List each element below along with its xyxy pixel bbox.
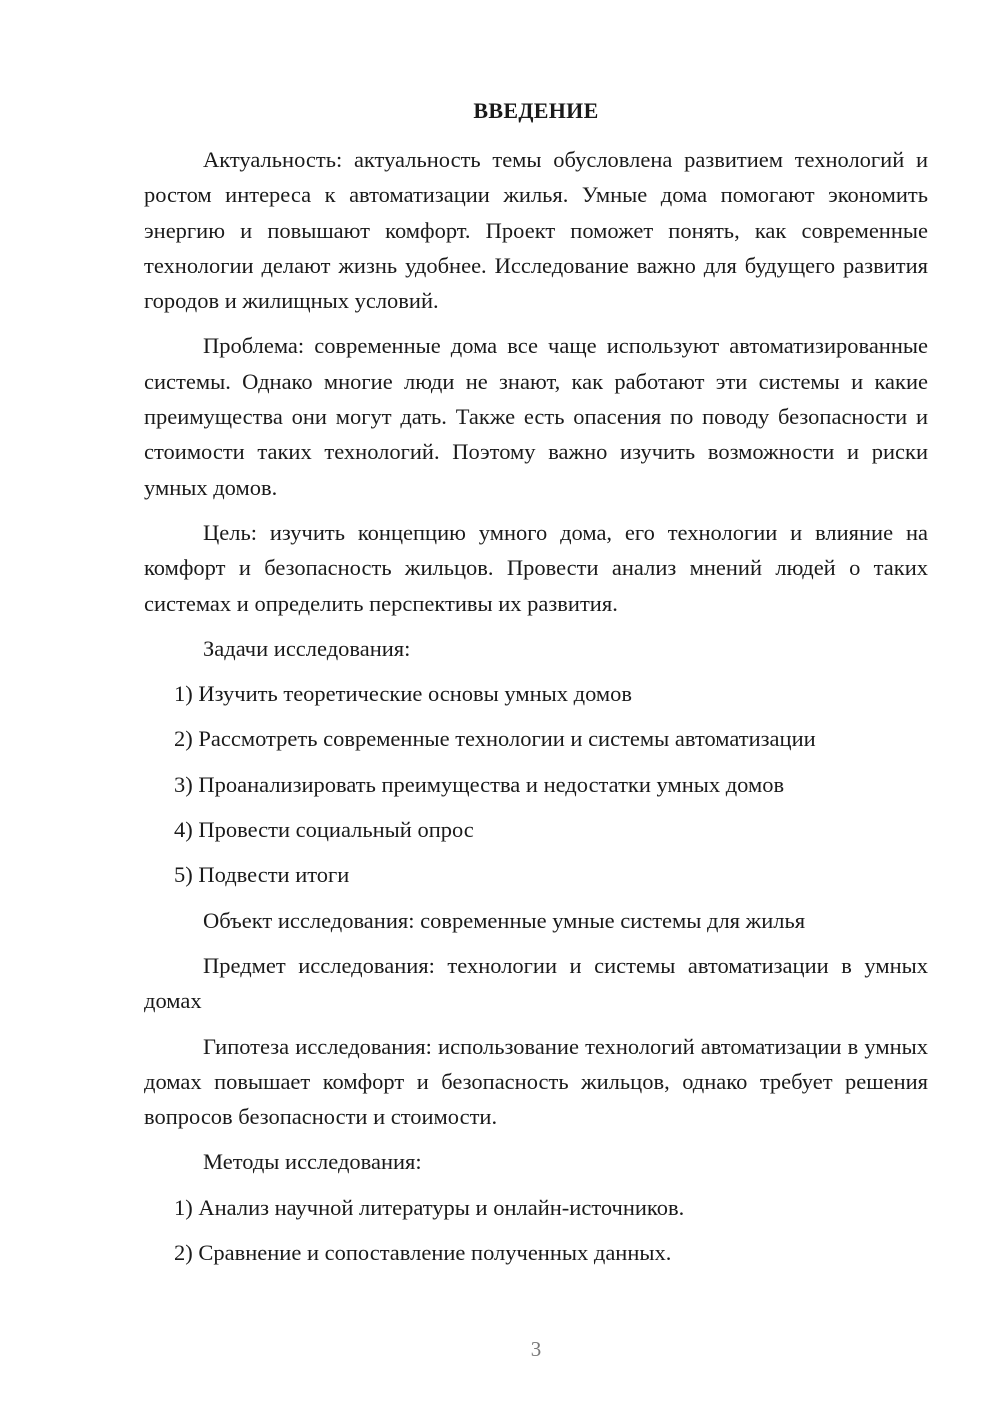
subject-paragraph: Предмет исследования: технологии и системы автоматизации в умных домах <box>144 952 928 1014</box>
page-title: ВВЕДЕНИЕ <box>473 98 599 123</box>
task-item: 1) Изучить теоретические основы умных домов <box>174 681 633 707</box>
page-number: 3 <box>530 1337 542 1361</box>
method-item: 1) Анализ научной литературы и онлайн-источников. <box>174 1194 685 1220</box>
task-item: 5) Подвести итоги <box>174 862 350 888</box>
task-item: 4) Провести социальный опрос <box>174 817 474 843</box>
problem-paragraph: Проблема: современные дома все чаще используют автоматизированные системы. Однако многие люди не знают, как работают эти системы и какие преимущества они могут дать. Также есть опасения по поводу безопасности и стоимости таких технологий. Поэтому важно изучить возможности и риски умных домов. <box>144 333 928 500</box>
task-item: 2) Рассмотреть современные технологии и системы автоматизации <box>174 726 816 752</box>
tasks-list <box>144 676 928 892</box>
document-body <box>144 142 928 1270</box>
method-item: 2) Сравнение и сопоставление полученных данных. <box>174 1240 672 1266</box>
object-paragraph: Объект исследования: современные умные системы для жилья <box>203 907 806 933</box>
methods-list <box>144 1190 928 1271</box>
hypothesis-paragraph: Гипотеза исследования: использование технологий автоматизации в умных домах повышает комфорт и безопасность жильцов, однако требует решения вопросов безопасности и стоимости. <box>144 1033 928 1130</box>
task-item: 3) Проанализировать преимущества и недостатки умных домов <box>174 771 785 797</box>
goal-paragraph: Цель: изучить концепцию умного дома, его технологии и влияние на комфорт и безопасность жильцов. Провести анализ мнений людей о таких системах и определить перспективы их развития. <box>144 519 928 616</box>
tasks-heading: Задачи исследования: <box>203 635 411 661</box>
relevance-paragraph: Актуальность: актуальность темы обусловлена развитием технологий и ростом интереса к автоматизации жилья. Умные дома помогают экономить энергию и повышают комфорт. Проект поможет понять, как современные технологии делают жизнь удобнее. Исследование важно для будущего развития городов и жилищных условий. <box>144 147 928 314</box>
methods-heading: Методы исследования: <box>203 1149 422 1175</box>
